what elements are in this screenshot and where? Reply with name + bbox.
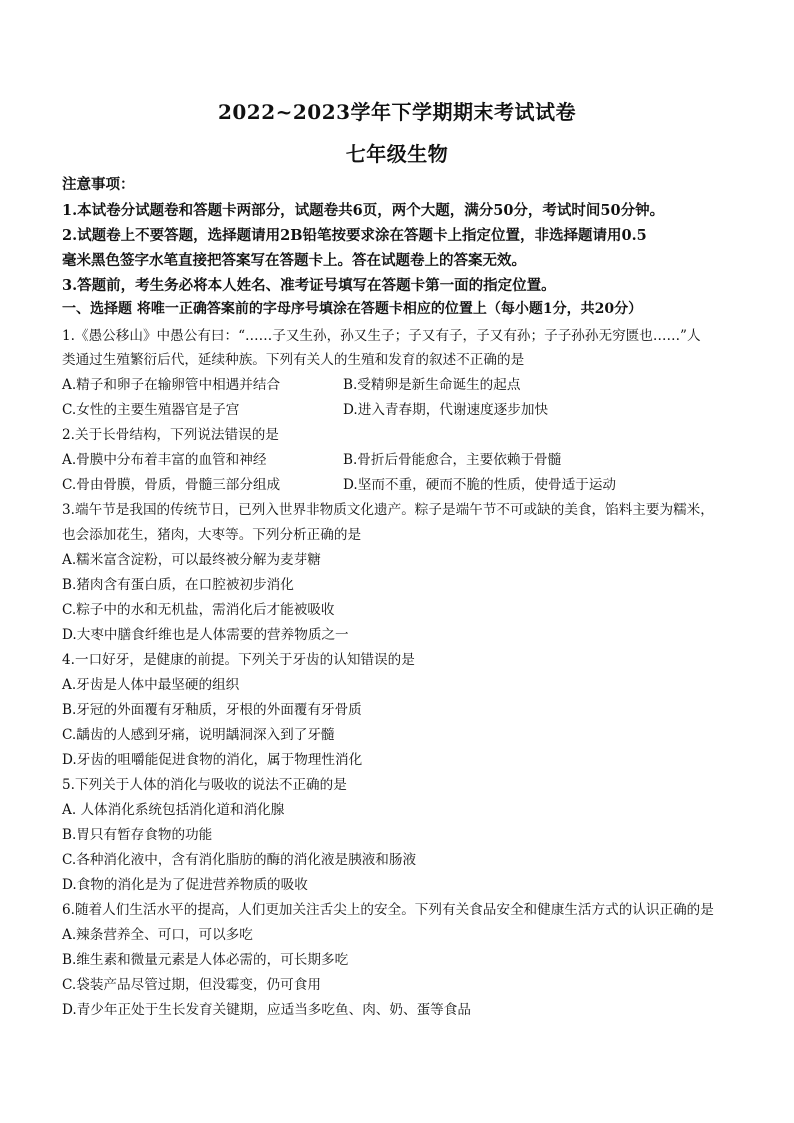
question-6-option-c: C.袋装产品尽管过期，但没霉变，仍可食用 [62, 977, 321, 993]
question-1-stem-line-2: 类通过生殖繁衍后代，延续种族。下列有关人的生殖和发育的叙述不正确的是 [62, 352, 525, 368]
question-6-option-d: D.青少年正处于生长发育关键期，应适当多吃鱼、肉、奶、蛋等食品 [62, 1002, 471, 1018]
question-1-option-a: A.精子和卵子在输卵管中相遇并结合 [62, 377, 281, 393]
question-1-option-b: B.受精卵是新生命诞生的起点 [343, 377, 521, 393]
question-6-stem: 6.随着人们生活水平的提高，人们更加关注舌尖上的安全。下列有关食品安全和健康生活方式的认识正确的是 [62, 902, 714, 918]
question-3-option-d: D.大枣中膳食纤维也是人体需要的营养物质之一 [62, 627, 349, 643]
question-5-option-a: A. 人体消化系统包括消化道和消化腺 [62, 802, 285, 818]
notice-line-2: 2.试题卷上不要答题，选择题请用2B铅笔按要求涂在答题卡上指定位置，非选择题请用0.5 [62, 227, 647, 244]
question-5-option-d: D.食物的消化是为了促进营养物质的吸收 [62, 877, 308, 893]
question-2-option-a: A.骨膜中分布着丰富的血管和神经 [62, 452, 267, 468]
notice-heading: 注意事项： [62, 176, 135, 193]
question-4-option-a: A.牙齿是人体中最坚硬的组织 [62, 677, 240, 693]
question-2-option-b: B.骨折后骨能愈合，主要依赖于骨髓 [343, 452, 562, 468]
notice-line-4: 3.答题前，考生务必将本人姓名、准考证号填写在答题卡第一面的指定位置。 [62, 277, 556, 294]
question-5-stem: 5.下列关于人体的消化与吸收的说法不正确的是 [62, 777, 347, 793]
question-1-stem-line-1: 1.《愚公移山》中愚公有曰：“……子又生孙，孙又生子；子又有子，子又有孙；子子孙孙无穷匮也……”人 [62, 328, 701, 344]
exam-title: 2022~2023学年下学期期末考试试卷 [217, 100, 577, 124]
question-2-option-d: D.坚而不重，硬而不脆的性质，使骨适于运动 [343, 477, 617, 493]
question-4-option-c: C.龋齿的人感到牙痛，说明龋洞深入到了牙髓 [62, 727, 335, 743]
question-3-stem-line-2: 也会添加花生，猪肉，大枣等。下列分析正确的是 [62, 527, 362, 543]
question-2-option-c: C.骨由骨膜，骨质，骨髓三部分组成 [62, 477, 281, 493]
notice-line-3: 毫米黑色签字水笔直接把答案写在答题卡上。答在试题卷上的答案无效。 [62, 252, 526, 269]
question-3-option-a: A.糯米富含淀粉，可以最终被分解为麦芽糖 [62, 552, 321, 568]
question-5-option-c: C.各种消化液中，含有消化脂肪的酶的消化液是胰液和肠液 [62, 852, 417, 868]
question-1-option-c: C.女性的主要生殖器官是子宫 [62, 402, 240, 418]
question-4-option-b: B.牙冠的外面覆有牙釉质，牙根的外面覆有牙骨质 [62, 702, 362, 718]
question-6-option-a: A.辣条营养全、可口，可以多吃 [62, 927, 253, 943]
question-6-option-b: B.维生素和微量元素是人体必需的，可长期多吃 [62, 952, 349, 968]
question-3-option-c: C.粽子中的水和无机盐，需消化后才能被吸收 [62, 602, 335, 618]
question-1-option-d: D.进入青春期，代谢速度逐步加快 [343, 402, 549, 418]
notice-line-1: 1.本试卷分试题卷和答题卡两部分，试题卷共6页，两个大题，满分50分，考试时间50分钟。 [62, 202, 665, 219]
question-2-stem: 2.关于长骨结构，下列说法错误的是 [62, 427, 279, 443]
exam-subject: 七年级生物 [345, 142, 449, 166]
question-5-option-b: B.胃只有暂存食物的功能 [62, 827, 213, 843]
section-heading: 一、选择题 将唯一正确答案前的字母序号填涂在答题卡相应的位置上（每小题1分，共20分） [62, 301, 643, 317]
question-4-option-d: D.牙齿的咀嚼能促进食物的消化，属于物理性消化 [62, 752, 363, 768]
question-4-stem: 4.一口好牙，是健康的前提。下列关于牙齿的认知错误的是 [62, 652, 415, 668]
question-3-stem-line-1: 3.端午节是我国的传统节日，已列入世界非物质文化遗产。粽子是端午节不可或缺的美食，馅料主要为糯米， [62, 502, 714, 518]
question-3-option-b: B.猪肉含有蛋白质，在口腔被初步消化 [62, 577, 294, 593]
